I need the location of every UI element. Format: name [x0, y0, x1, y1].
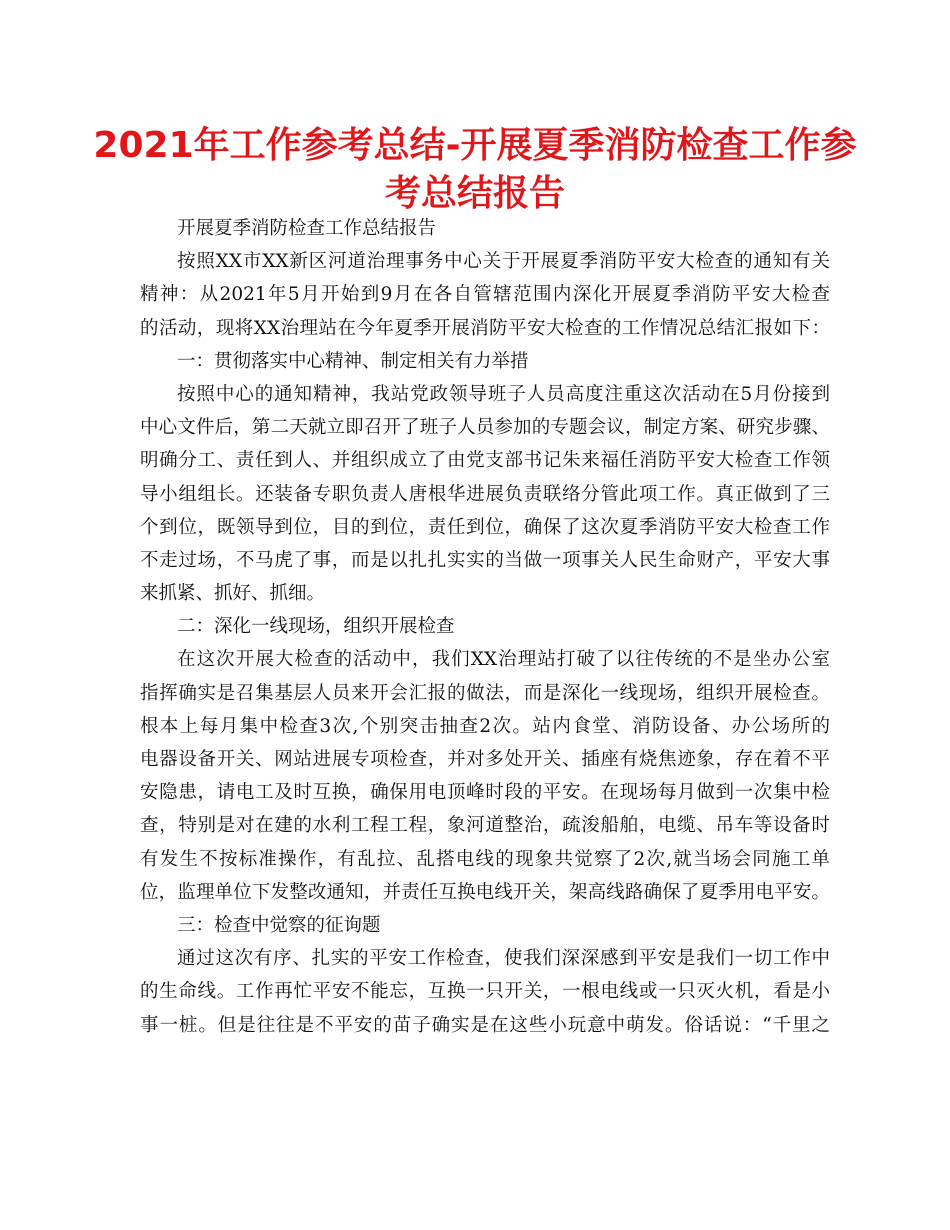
body-line: 通过这次有序、扎实的平安工作检查，使我们深深感到平安是我们一切工作中: [177, 948, 830, 970]
body-line: 的活动，现将XX治理站在今年夏季开展消防平安大检查的工作情况总结汇报如下：: [140, 317, 830, 339]
body-line: 根本上每月集中检查3次,个别突击抽查2次。站内食堂、消防设备、办公场所的: [140, 715, 830, 737]
body-line: 一：贯彻落实中心精神、制定相关有力举措: [177, 350, 529, 372]
body-line: 个到位，既领导到位，目的到位，责任到位，确保了这次夏季消防平安大检查工作: [140, 516, 830, 538]
body-line: 三：检查中觉察的征询题: [177, 914, 381, 936]
body-line: 指挥确实是召集基层人员来开会汇报的做法，而是深化一线现场，组织开展检查。: [140, 682, 830, 704]
body-line: 安隐患，请电工及时互换，确保用电顶峰时段的平安。在现场每月做到一次集中检: [140, 782, 830, 804]
body-line: 电器设备开关、网站进展专项检查，并对多处开关、插座有烧焦迹象，存在着不平: [140, 749, 830, 770]
body-line: 事一桩。但是往往是不平安的苗子确实是在这些小玩意中萌发。俗话说：“千里之: [140, 1014, 830, 1036]
body-line: 在这次开展大检查的活动中，我们XX治理站打破了以往传统的不是坐办公室: [177, 649, 830, 671]
document-title-line-1: 2021年工作参考总结-开展夏季消防检查工作参: [93, 125, 857, 166]
body-line: 来抓紧、抓好、抓细。: [140, 583, 326, 605]
body-line: 开展夏季消防检查工作总结报告: [177, 218, 437, 239]
body-line: 按照中心的通知精神，我站党政领导班子人员高度注重这次活动在5月份接到: [177, 383, 830, 405]
body-line: 的生命线。工作再忙平安不能忘，互换一只开关，一根电线或一只灭火机，看是小: [140, 981, 830, 1003]
body-line: 有发生不按标准操作，有乱拉、乱搭电线的现象共觉察了2次,就当场会同施工单: [140, 848, 830, 870]
document-body: [140, 212, 830, 1042]
document-title-line-2: 考总结报告: [384, 173, 565, 214]
body-line: 位，监理单位下发整改通知，并责任互换电线开关，架高线路确保了夏季用电平安。: [140, 881, 830, 903]
body-line: 明确分工、责任到人、并组织成立了由党支部书记朱来福任消防平安大检查工作领: [140, 450, 830, 472]
body-line: 导小组组长。还装备专职负责人唐根华进展负责联络分管此项工作。真正做到了三: [140, 483, 830, 505]
body-line: 中心文件后，第二天就立即召开了班子人员参加的专题会议，制定方案、研究步骤、: [140, 417, 830, 439]
body-line: 按照XX市XX新区河道治理事务中心关于开展夏季消防平安大检查的通知有关: [177, 251, 830, 273]
body-line: 不走过场，不马虎了事，而是以扎扎实实的当做一项事关人民生命财产，平安大事: [140, 549, 830, 571]
body-line: 查，特别是对在建的水利工程工程，象河道整治，疏浚船舶，电缆、吊车等设备时: [140, 815, 830, 837]
body-line: 二：深化一线现场，组织开展检查: [177, 616, 455, 638]
body-line: 精神：从2021年5月开始到9月在各自管辖范围内深化开展夏季消防平安大检查: [140, 284, 830, 306]
